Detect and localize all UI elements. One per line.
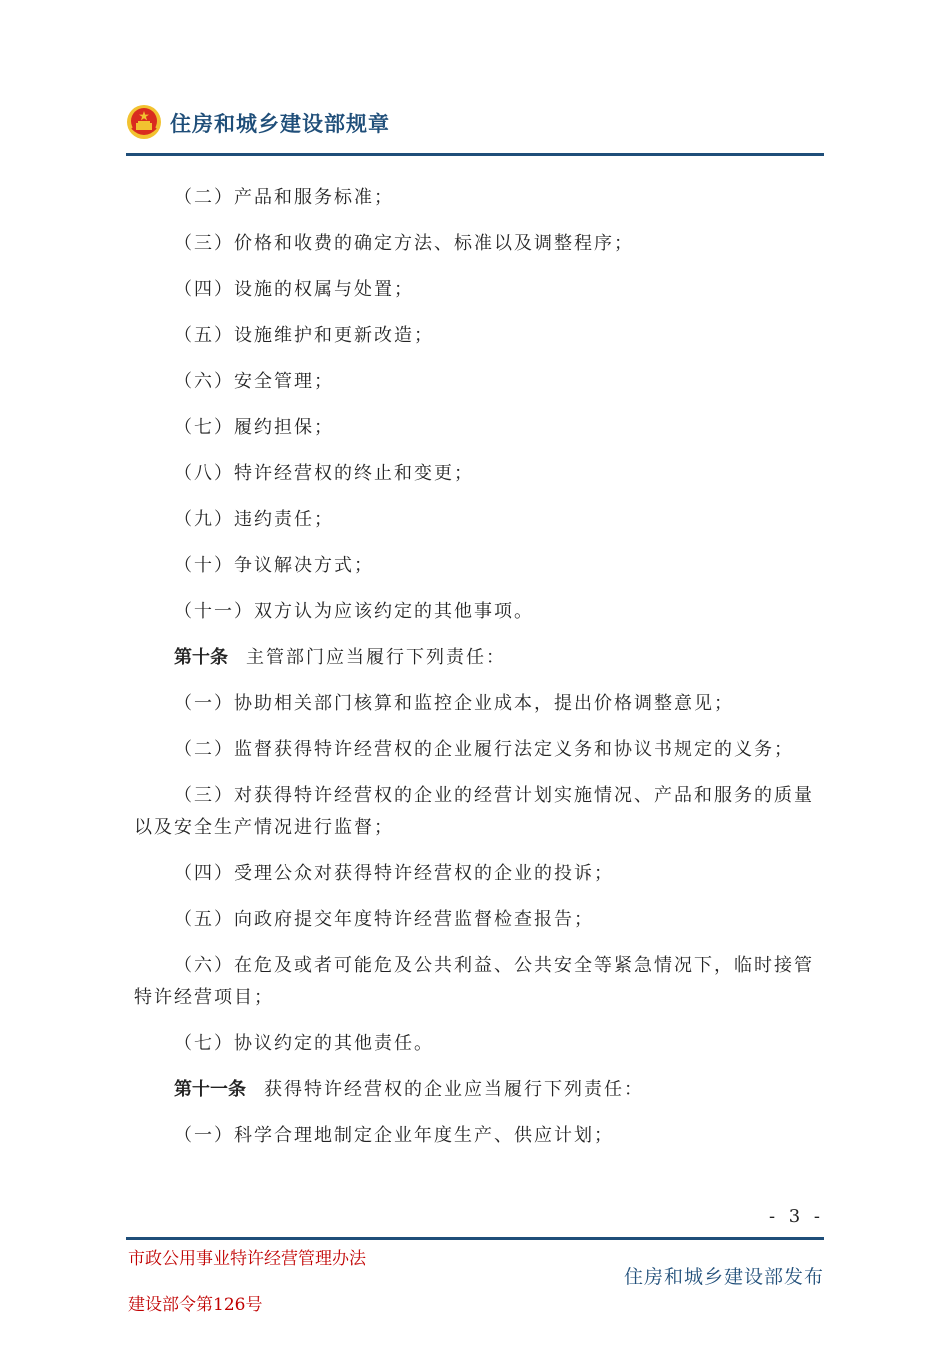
article-text: 获得特许经营权的企业应当履行下列责任： [264, 1079, 644, 1100]
article-number: 第十条 [174, 647, 228, 668]
article-text: 主管部门应当履行下列责任： [246, 647, 506, 668]
footer-publisher: 住房和城乡建设部发布 [623, 1266, 824, 1288]
page-number: - 3 - [768, 1206, 824, 1227]
list-item: （四）设施的权属与处置； [174, 279, 414, 300]
national-emblem-icon [126, 104, 162, 140]
list-item: （二）产品和服务标准； [174, 187, 394, 208]
list-item: （九）违约责任； [174, 509, 334, 530]
list-item: （八）特许经营权的终止和变更； [174, 463, 474, 484]
list-item: （十）争议解决方式； [174, 555, 374, 576]
list-item: （一）科学合理地制定企业年度生产、供应计划； [174, 1125, 614, 1146]
page-header [126, 100, 824, 156]
list-item: （三）对获得特许经营权的企业的经营计划实施情况、产品和服务的质量以及安全生产情况进行监督； [134, 785, 814, 838]
list-item: （二）监督获得特许经营权的企业履行法定义务和协议书规定的义务； [174, 739, 794, 760]
document-body [134, 182, 820, 1166]
list-item: （七）履约担保； [174, 417, 334, 438]
article-number: 第十一条 [174, 1079, 246, 1100]
article-11 [134, 1074, 820, 1106]
footer-document-title: 市政公用事业特许经营管理办法 [128, 1249, 366, 1269]
list-item: （四）受理公众对获得特许经营权的企业的投诉； [174, 863, 614, 884]
header-title: 住房和城乡建设部规章 [170, 112, 390, 136]
list-item: （五）向政府提交年度特许经营监督检查报告； [174, 909, 594, 930]
header-divider [126, 153, 824, 156]
list-item: （六）安全管理； [174, 371, 334, 392]
list-item: （十一）双方认为应该约定的其他事项。 [174, 601, 534, 622]
list-item: （五）设施维护和更新改造； [174, 325, 434, 346]
list-item: （六）在危及或者可能危及公共利益、公共安全等紧急情况下，临时接管特许经营项目； [134, 955, 814, 1008]
footer-order-number: 建设部令第126号 [128, 1295, 263, 1315]
list-item: （三）价格和收费的确定方法、标准以及调整程序； [174, 233, 634, 254]
footer-divider [126, 1237, 824, 1240]
article-10 [134, 642, 820, 674]
list-item: （七）协议约定的其他责任。 [174, 1033, 434, 1054]
list-item: （一）协助相关部门核算和监控企业成本，提出价格调整意见； [174, 693, 734, 714]
